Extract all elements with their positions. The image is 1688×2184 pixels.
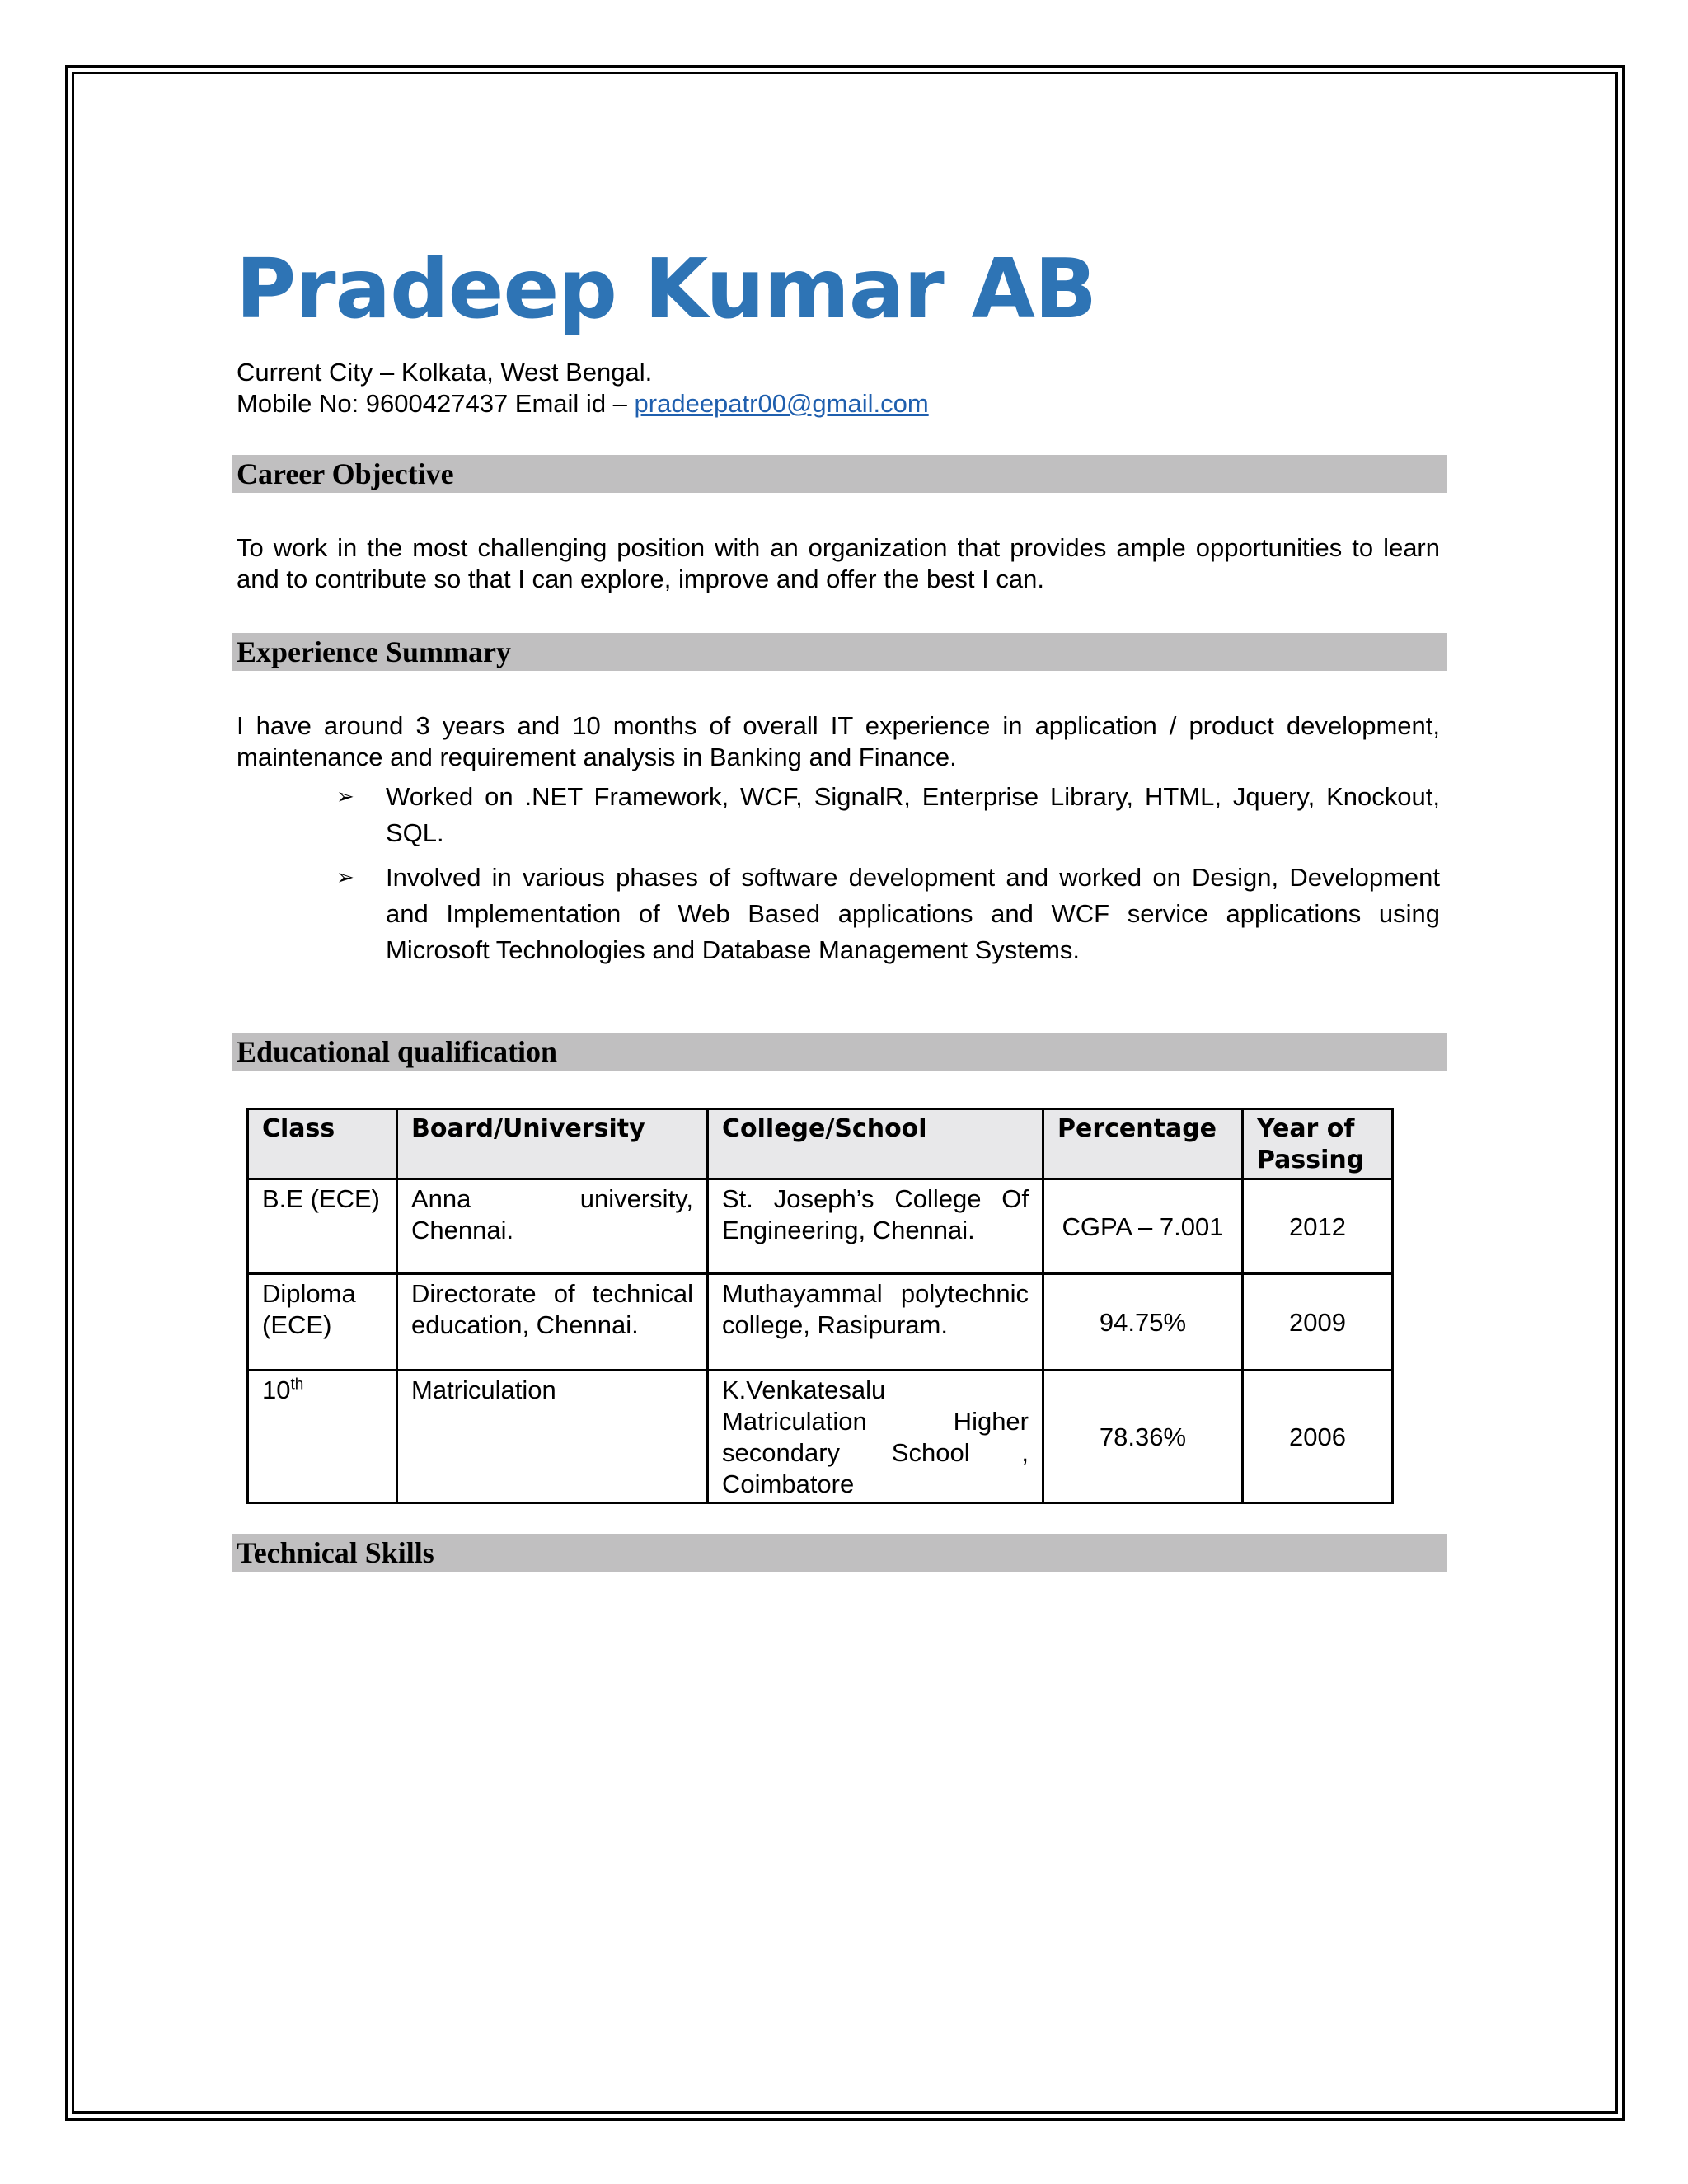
cell-percentage: 78.36% bbox=[1043, 1371, 1243, 1503]
column-header: Year of Passing bbox=[1243, 1109, 1393, 1179]
table-row bbox=[248, 1179, 1393, 1274]
bullet-item: ➢ Involved in various phases of software development and worked on Design, Development and Implementation of Web Based applications and WCF service applications using Microsoft Technologies and Database Management Systems. bbox=[330, 860, 1440, 968]
mobile-text: Mobile No: 9600427437 Email id – bbox=[237, 389, 635, 418]
cell-year: 2009 bbox=[1243, 1274, 1393, 1371]
column-header: College/School bbox=[708, 1109, 1043, 1179]
experience-summary-text: I have around 3 years and 10 months of overall IT experience in application / product development, maintenance and requirement analysis in Banking and Finance. bbox=[237, 711, 1440, 771]
table-row bbox=[248, 1274, 1393, 1371]
section-educational-qualification bbox=[232, 1033, 1447, 1071]
table-header-row bbox=[248, 1109, 1393, 1179]
cell-college: Muthayammal polytechnic college, Rasipuram. bbox=[708, 1274, 1043, 1371]
email-link[interactable]: pradeepatr00@gmail.com bbox=[634, 389, 929, 418]
cell-year: 2006 bbox=[1243, 1371, 1393, 1503]
experience-bullets bbox=[330, 779, 1440, 977]
education-table bbox=[246, 1108, 1394, 1504]
section-title: Technical Skills bbox=[237, 1536, 434, 1569]
cell-college: St. Joseph’s College Of Engineering, Chennai. bbox=[708, 1179, 1043, 1274]
cell-year: 2012 bbox=[1243, 1179, 1393, 1274]
section-title: Educational qualification bbox=[237, 1035, 558, 1068]
section-title: Experience Summary bbox=[237, 635, 511, 668]
cell-board: Matriculation bbox=[397, 1371, 708, 1503]
cell-board: Directorate of technical education, Chennai. bbox=[397, 1274, 708, 1371]
arrow-bullet-icon: ➢ bbox=[336, 865, 354, 890]
section-experience-summary bbox=[232, 633, 1447, 671]
bullet-item: ➢ Worked on .NET Framework, WCF, SignalR, Enterprise Library, HTML, Jquery, Knockout, SQL. bbox=[330, 779, 1440, 851]
column-header: Percentage bbox=[1043, 1109, 1243, 1179]
cell-class: Diploma (ECE) bbox=[248, 1274, 397, 1371]
column-header: Board/University bbox=[397, 1109, 708, 1179]
column-header: Class bbox=[248, 1109, 397, 1179]
cell-percentage: CGPA – 7.001 bbox=[1043, 1179, 1243, 1274]
cell-board: Anna university, Chennai. bbox=[397, 1179, 708, 1274]
arrow-bullet-icon: ➢ bbox=[336, 785, 354, 809]
section-technical-skills bbox=[232, 1534, 1447, 1572]
cell-class: B.E (ECE) bbox=[248, 1179, 397, 1274]
career-objective-text: To work in the most challenging position with an organization that provides ample opportunities to learn and to contribute so that I can explore, improve and offer the best I can. bbox=[237, 533, 1440, 593]
table-row bbox=[248, 1371, 1393, 1503]
contact-line bbox=[237, 388, 929, 419]
section-title: Career Objective bbox=[237, 457, 454, 490]
section-career-objective bbox=[232, 455, 1447, 493]
cell-class: 10th bbox=[248, 1371, 397, 1503]
candidate-name: Pradeep Kumar AB bbox=[236, 241, 1097, 337]
cell-percentage: 94.75% bbox=[1043, 1274, 1243, 1371]
city-line: Current City – Kolkata, West Bengal. bbox=[237, 358, 653, 387]
cell-college: K.Venkatesalu Matriculation Higher secondary School , Coimbatore bbox=[708, 1371, 1043, 1503]
